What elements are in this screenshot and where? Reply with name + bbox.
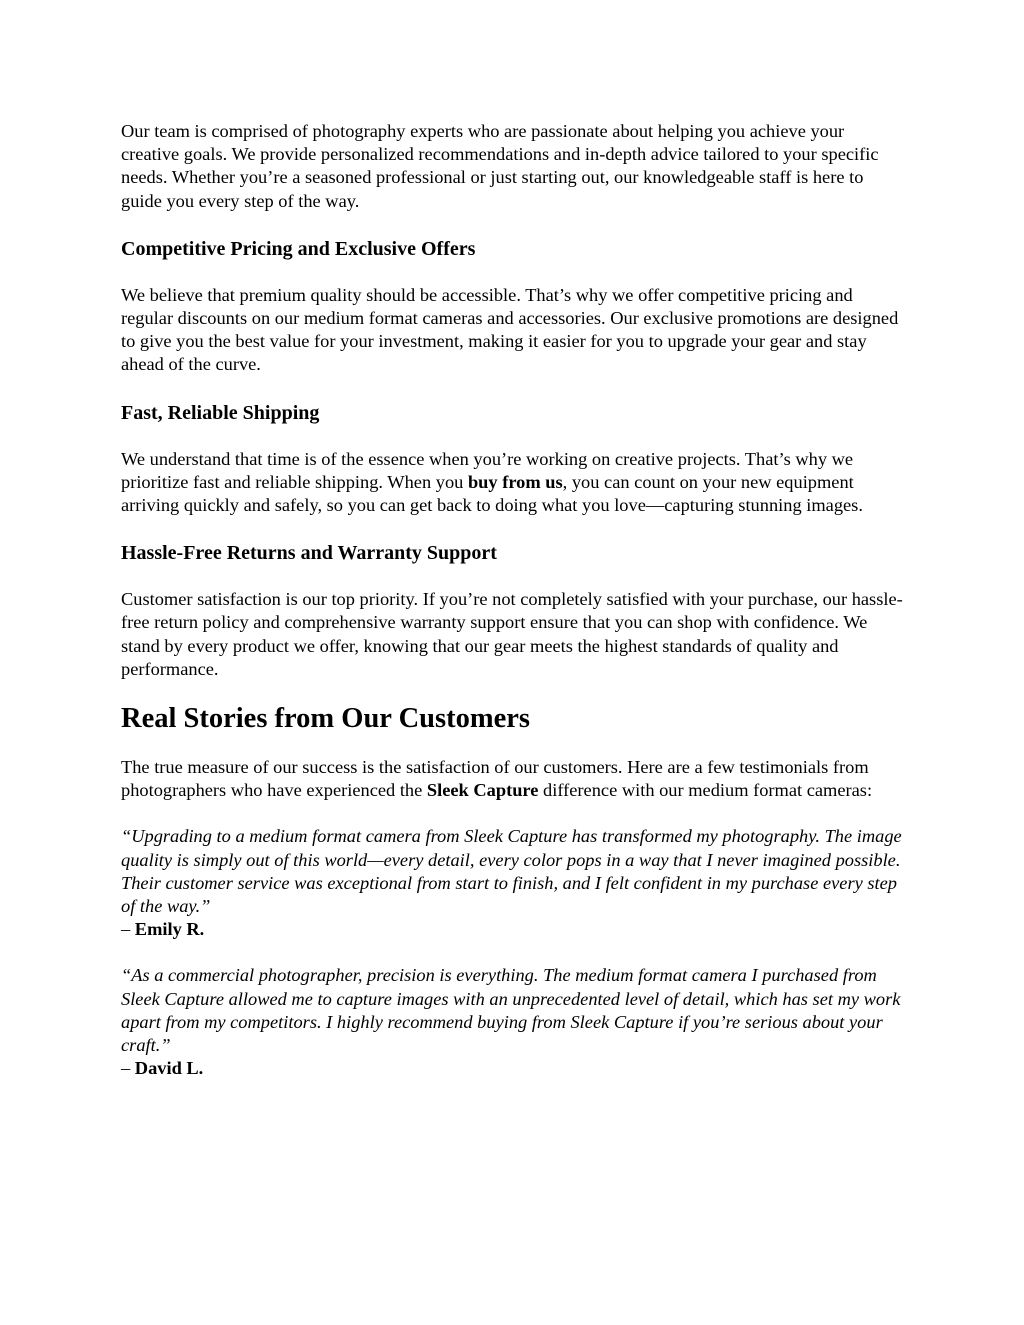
pricing-heading: Competitive Pricing and Exclusive Offers (121, 237, 476, 260)
stories-text-before: The true measure of our success is the satisfaction of our customers. Here are a few testimonials from photographers who have experienced the (121, 757, 869, 801)
shipping-text-after: , you can count on your new equipment arriving quickly and safely, so you can get back to doing what you love—capturing stunning images. (121, 471, 863, 516)
shipping-paragraph (121, 448, 906, 518)
testimonial-author: David L. (134, 1058, 204, 1079)
stories-heading: Real Stories from Our Customers (121, 703, 530, 735)
stories-text-after: difference with our medium format cameras: (538, 780, 873, 801)
document-page (121, 120, 906, 1080)
brand-name: Sleek Capture (426, 780, 539, 801)
returns-heading: Hassle-Free Returns and Warranty Support (121, 542, 497, 565)
pricing-paragraph: We believe that premium quality should be accessible. That’s why we offer competitive pricing and regular discounts on our medium format cameras and accessories. Our exclusive promotions are designed to give you the best value for your investment, making it easier for you to upgrade your gear and stay ahead of the curve. (121, 284, 899, 375)
testimonial-author: Emily R. (134, 919, 205, 940)
intro-paragraph: Our team is comprised of photography experts who are passionate about helping you achieve your creative goals. We provide personalized recommendations and in-depth advice tailored to your specific needs. Whether you’re a seasoned professional or just starting out, our knowledgeable staff is here to guide you every step of the way. (121, 121, 879, 211)
testimonial-dash: – (121, 919, 135, 940)
testimonial-quote: “As a commercial photographer, precision is everything. The medium format camera I purchased from Sleek Capture allowed me to capture images with an unprecedented level of detail, which has set my work apart from my competitors. I highly recommend buying from Sleek Capture if you’re serious about your craft.” (121, 965, 901, 1056)
shipping-text-before: We understand that time is of the essence when you’re working on creative projects. That’s why we prioritize fast and reliable shipping. When you (121, 448, 854, 492)
buy-from-us-link[interactable]: buy from us (467, 471, 563, 492)
returns-paragraph: Customer satisfaction is our top priority. If you’re not completely satisfied with your purchase, our hassle-free return policy and comprehensive warranty support ensure that you can shop with confidence. We stand by every product we offer, knowing that our gear meets the highest standards of quality and performance. (121, 589, 903, 679)
testimonial (121, 825, 906, 941)
stories-paragraph (121, 756, 906, 802)
testimonial-quote: “Upgrading to a medium format camera from Sleek Capture has transformed my photography. The image quality is simply out of this world—every detail, every color pops in a way that I never imagined possible. Their customer service was exceptional from start to finish, and I felt confident in my purchase every step of the way.” (121, 826, 902, 917)
testimonial (121, 964, 906, 1080)
testimonial-dash: – (121, 1058, 135, 1079)
shipping-heading: Fast, Reliable Shipping (121, 401, 320, 424)
